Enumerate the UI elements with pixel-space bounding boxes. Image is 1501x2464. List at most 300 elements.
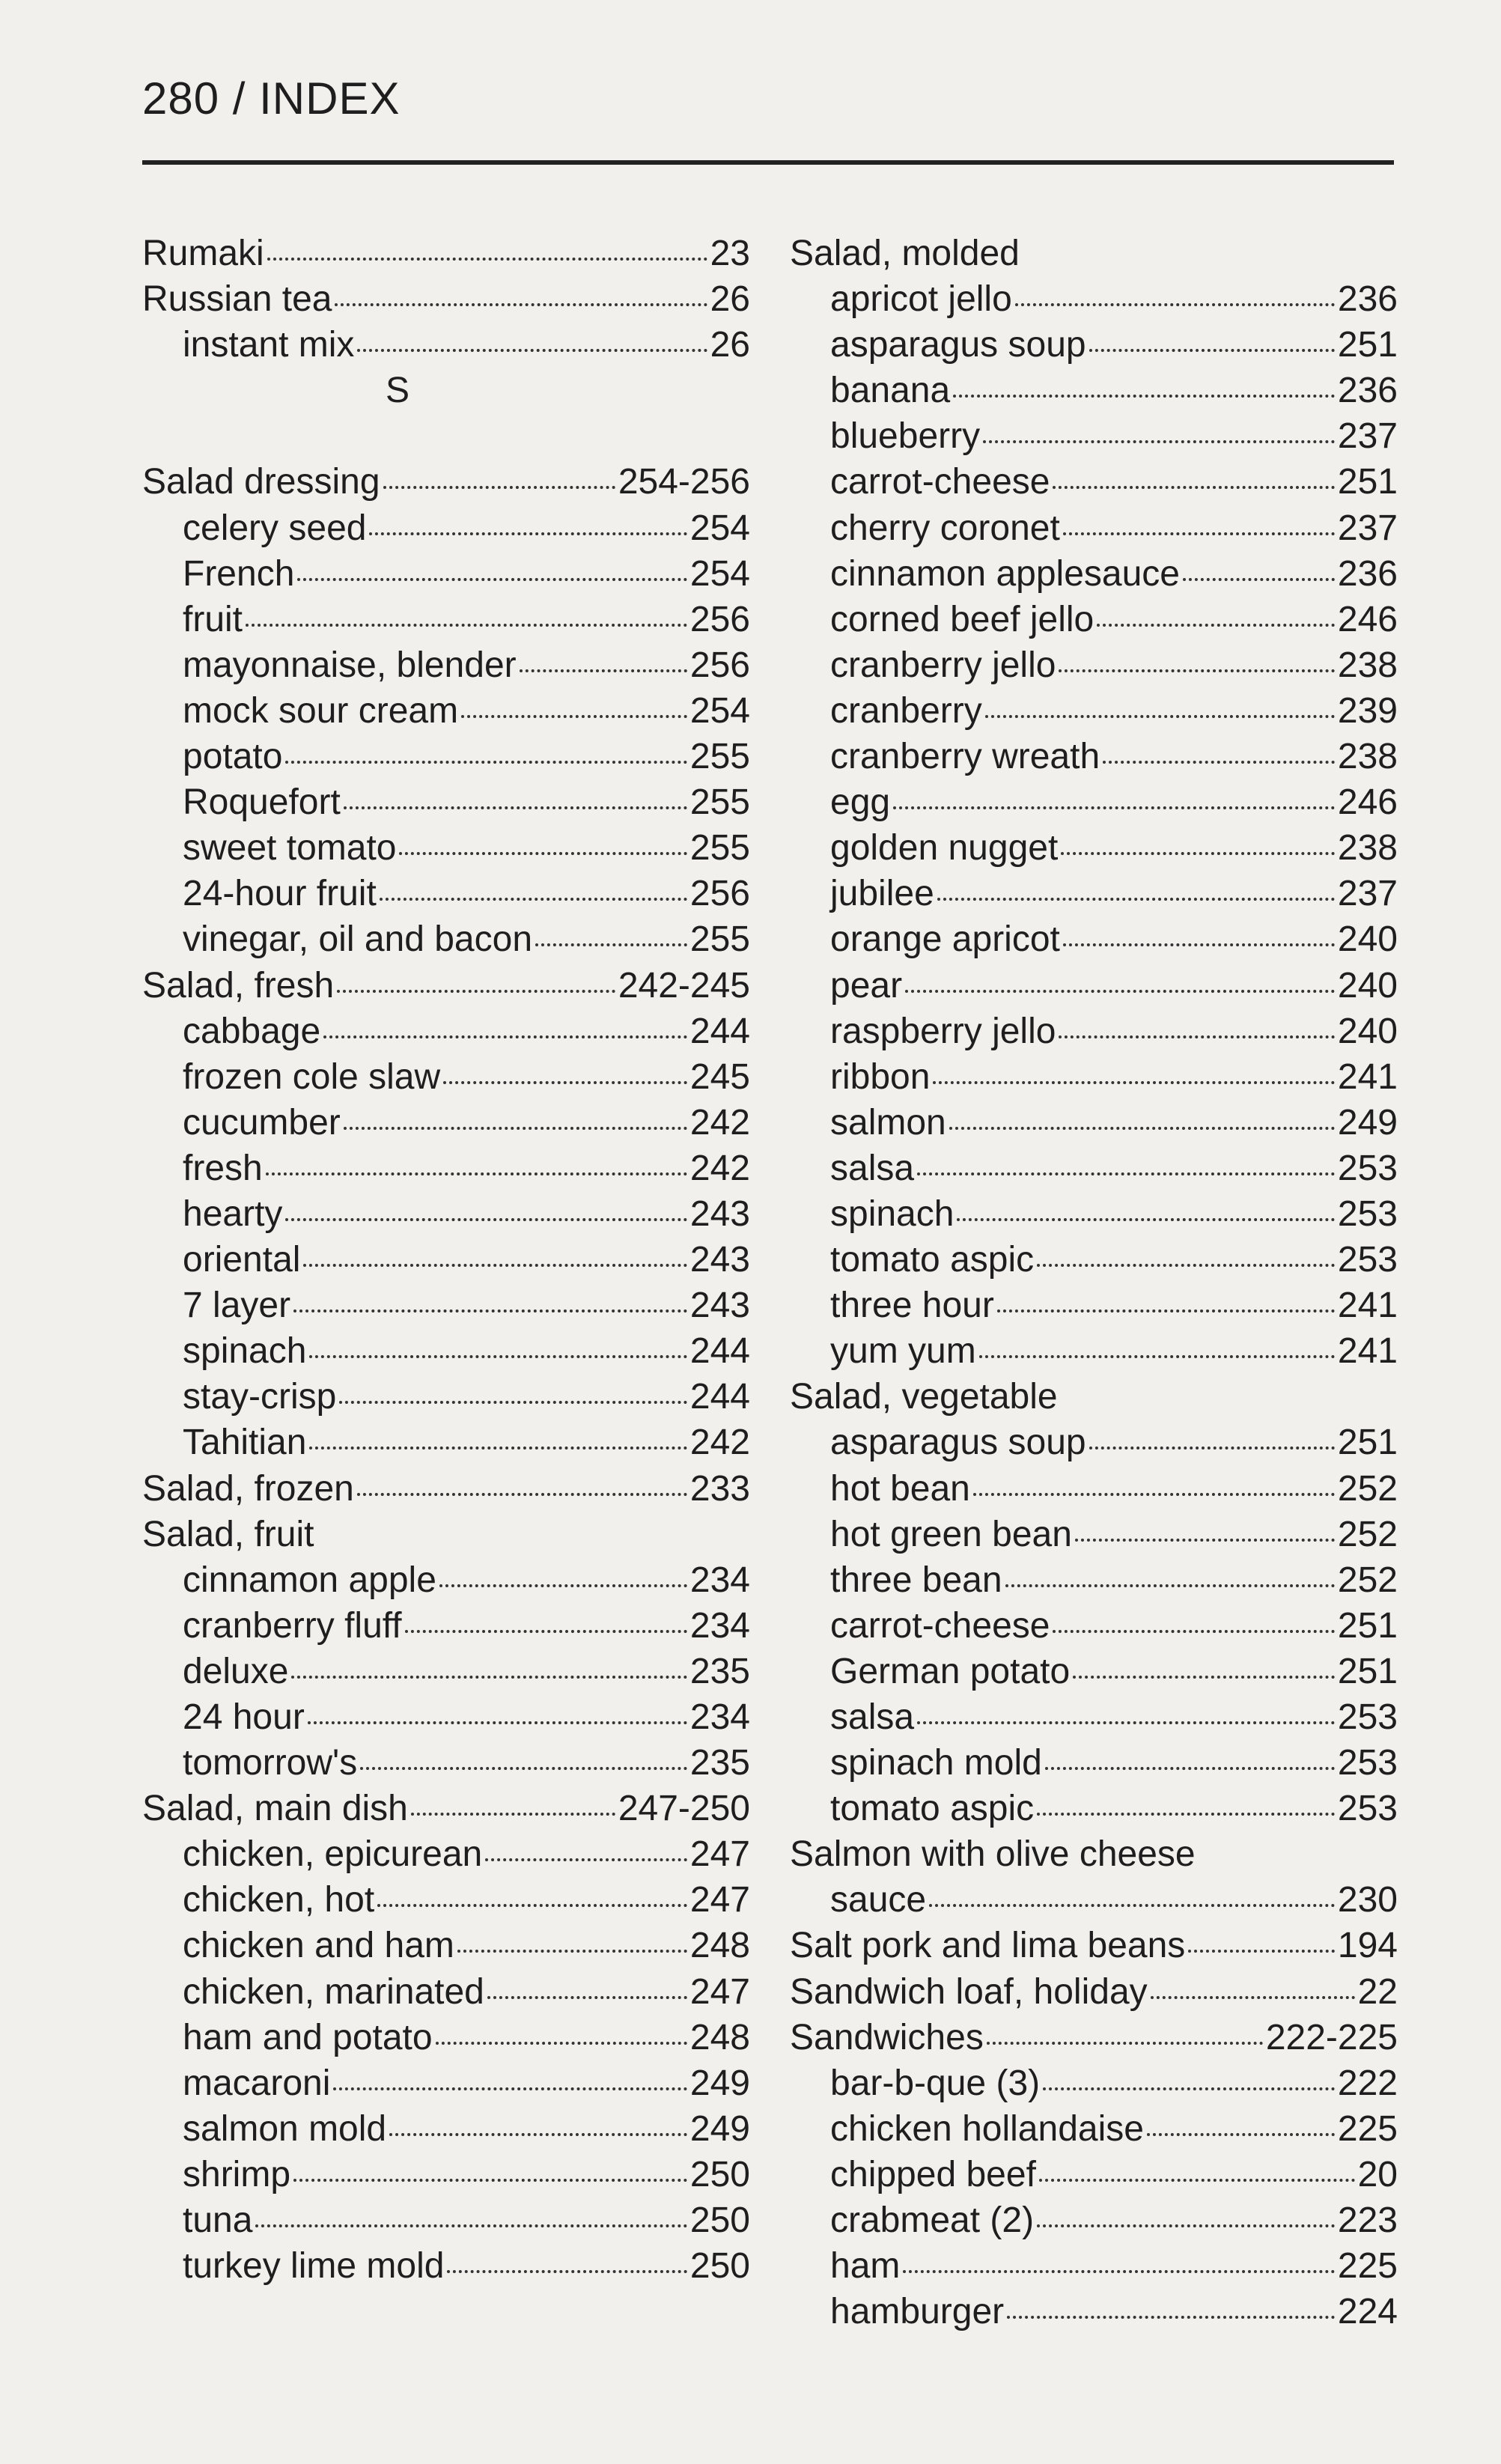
entry-page-number: 255: [689, 737, 750, 777]
index-subentry: [142, 1374, 750, 1420]
dot-leader: [1059, 1035, 1334, 1038]
dot-leader: [1053, 1630, 1334, 1633]
entry-page-number: 253: [1337, 1789, 1398, 1829]
index-subentry: [142, 597, 750, 642]
entry-term: Rumaki: [142, 234, 264, 273]
entry-term: ribbon: [830, 1056, 931, 1097]
index-subentry: [142, 1283, 750, 1328]
entry-term: salmon mold: [183, 2108, 387, 2149]
dot-leader: [266, 1172, 687, 1175]
index-subentry: [790, 1054, 1398, 1100]
entry-page-number: 22: [1357, 1971, 1398, 2012]
index-subentry: [790, 368, 1398, 413]
entry-page-number: 230: [1337, 1880, 1398, 1920]
section-letter: [142, 368, 750, 413]
entry-term: cabbage: [183, 1011, 321, 1051]
entry-page-number: 242: [689, 1148, 750, 1188]
entry-page-number: 253: [1337, 1697, 1398, 1737]
entry-term: chicken, marinated: [183, 1971, 484, 2012]
index-subentry: [790, 551, 1398, 597]
index-subentry: [790, 597, 1398, 642]
entry-term: Salad, main dish: [142, 1789, 408, 1829]
entry-term: raspberry jello: [830, 1011, 1056, 1051]
entry-page-number: 249: [1337, 1102, 1398, 1143]
dot-leader: [357, 1493, 687, 1496]
index-subentry: [142, 2243, 750, 2289]
index-entry: [790, 1374, 1398, 1420]
entry-term: chicken hollandaise: [830, 2108, 1144, 2149]
index-subentry: [790, 1603, 1398, 1649]
entry-term: egg: [830, 782, 891, 823]
dot-leader: [399, 852, 686, 855]
entry-term: golden nugget: [830, 828, 1059, 869]
entry-term: deluxe: [183, 1651, 289, 1691]
index-subentry: [142, 825, 750, 871]
index-subentry: [142, 1649, 750, 1694]
index-entry: [790, 2015, 1398, 2060]
dot-leader: [380, 898, 687, 901]
entry-term: cranberry fluff: [183, 1605, 402, 1646]
index-subentry: [790, 1420, 1398, 1465]
index-subentry: [142, 1009, 750, 1054]
dot-leader: [360, 1767, 687, 1770]
entry-page-number: 236: [1337, 279, 1398, 320]
index-subentry: [790, 276, 1398, 322]
dot-leader: [1039, 2179, 1355, 2182]
dot-leader: [487, 1996, 687, 1999]
entry-page-number: 245: [689, 1056, 750, 1097]
entry-term: shrimp: [183, 2154, 291, 2194]
entry-term: spinach mold: [830, 1743, 1042, 1783]
index-subentry: [790, 459, 1398, 505]
dot-leader: [1045, 1767, 1335, 1770]
entry-term: chipped beef: [830, 2154, 1036, 2194]
entry-page-number: 222-225: [1265, 2017, 1398, 2057]
entry-page-number: 23: [710, 234, 750, 273]
dot-leader: [439, 1584, 687, 1587]
entry-term: German potato: [830, 1651, 1071, 1691]
index-subentry: [790, 1694, 1398, 1740]
entry-term: macaroni: [183, 2063, 331, 2103]
entry-term: tuna: [183, 2200, 253, 2241]
dot-leader: [323, 1035, 687, 1038]
entry-term: blueberry: [830, 416, 981, 457]
entry-term: asparagus soup: [830, 325, 1086, 365]
entry-page-number: 241: [1337, 1331, 1398, 1372]
dot-leader: [1037, 2224, 1335, 2227]
entry-term: spinach: [830, 1193, 955, 1234]
entry-term: banana: [830, 371, 951, 411]
index-subentry: [790, 1328, 1398, 1374]
index-entry: [142, 1466, 750, 1512]
dot-leader: [1061, 852, 1335, 855]
entry-page-number: 250: [689, 2154, 750, 2194]
index-subentry: [790, 1100, 1398, 1146]
index-subentry: [142, 2060, 750, 2106]
entry-term: spinach: [183, 1331, 307, 1372]
entry-term: yum yum: [830, 1331, 976, 1372]
index-subentry: [790, 871, 1398, 916]
entry-page-number: 225: [1337, 2108, 1398, 2149]
entry-term: hamburger: [830, 2292, 1005, 2332]
entry-page-number: 241: [1337, 1286, 1398, 1326]
index-subentry: [142, 551, 750, 597]
entry-term: salsa: [830, 1697, 915, 1737]
entry-page-number: 240: [1337, 1011, 1398, 1051]
dot-leader: [339, 1401, 687, 1404]
entry-page-number: 243: [689, 1193, 750, 1234]
entry-term: 7 layer: [183, 1286, 291, 1326]
index-subentry: [790, 2152, 1398, 2197]
entry-term: turkey lime mold: [183, 2246, 445, 2287]
index-subentry: [142, 1100, 750, 1146]
entry-page-number: 256: [689, 599, 750, 639]
entry-term: frozen cole slaw: [183, 1056, 441, 1097]
entry-page-number: 224: [1337, 2292, 1398, 2332]
entry-page-number: 255: [689, 782, 750, 823]
dot-leader: [308, 1721, 687, 1724]
entry-term: Salmon with olive cheese: [790, 1834, 1196, 1875]
entry-term: Salad, fresh: [142, 965, 335, 1006]
dot-leader: [933, 1081, 1334, 1084]
dot-leader: [255, 2224, 686, 2227]
entry-term: crabmeat (2): [830, 2200, 1035, 2241]
entry-term: cinnamon applesauce: [830, 553, 1180, 594]
entry-term: jubilee: [830, 874, 934, 914]
dot-leader: [291, 1676, 686, 1679]
index-subentry: [790, 825, 1398, 871]
index-subentry: [790, 1146, 1398, 1191]
index-entry: [142, 459, 750, 505]
entry-page-number: 235: [689, 1651, 750, 1691]
entry-term: cranberry jello: [830, 645, 1056, 685]
entry-term: stay-crisp: [183, 1377, 337, 1417]
entry-page-number: 247: [689, 1834, 750, 1875]
entry-page-number: 252: [1337, 1560, 1398, 1600]
dot-leader: [1037, 1264, 1335, 1267]
index-subentry: [142, 1054, 750, 1100]
entry-page-number: 251: [1337, 1651, 1398, 1691]
entry-term: carrot-cheese: [830, 462, 1050, 502]
entry-term: cherry coronet: [830, 508, 1060, 548]
index-subentry: [142, 2197, 750, 2243]
entry-term: Sandwiches: [790, 2017, 984, 2057]
index-subentry: [142, 2106, 750, 2152]
entry-page-number: 238: [1337, 737, 1398, 777]
entry-page-number: 250: [689, 2200, 750, 2241]
index-subentry: [142, 1740, 750, 1786]
dot-leader: [985, 715, 1335, 718]
dot-leader: [485, 1858, 687, 1861]
entry-term: fruit: [183, 599, 243, 639]
entry-term: ham and potato: [183, 2017, 433, 2057]
dot-leader: [383, 486, 615, 489]
index-subentry: [790, 2197, 1398, 2243]
dot-leader: [1037, 1813, 1335, 1816]
dot-leader: [1089, 1447, 1335, 1449]
entry-page-number: 238: [1337, 645, 1398, 685]
index-subentry: [142, 1694, 750, 1740]
index-subentry: [142, 1969, 750, 2015]
dot-leader: [1188, 1950, 1335, 1953]
dot-leader: [447, 2270, 686, 2273]
dot-leader: [411, 1813, 615, 1816]
dot-leader: [937, 898, 1335, 901]
index-subentry: [790, 916, 1398, 962]
entry-term: pear: [830, 965, 903, 1006]
index-subentry: [790, 734, 1398, 779]
index-subentry: [142, 1146, 750, 1191]
index-subentry: [790, 1237, 1398, 1283]
dot-leader: [1075, 1539, 1335, 1542]
dot-leader: [929, 1904, 1335, 1907]
entry-term: tomato aspic: [830, 1240, 1035, 1280]
dot-leader: [293, 2179, 687, 2182]
index-subentry: [142, 1191, 750, 1237]
entry-page-number: 235: [689, 1743, 750, 1783]
dot-leader: [1097, 624, 1335, 627]
entry-term: Salad, fruit: [142, 1514, 314, 1554]
dot-leader: [443, 1081, 687, 1084]
entry-term: Roquefort: [183, 782, 341, 823]
index-subentry: [142, 688, 750, 734]
index-subentry: [790, 322, 1398, 368]
index-subentry: [142, 2015, 750, 2060]
entry-page-number: 222: [1337, 2063, 1398, 2103]
entry-page-number: 253: [1337, 1193, 1398, 1234]
entry-term: 24-hour fruit: [183, 874, 377, 914]
page-header: 280 / INDEX: [142, 73, 401, 124]
entry-page-number: 194: [1337, 1926, 1398, 1966]
entry-term: ham: [830, 2246, 901, 2287]
index-subentry: [790, 1877, 1398, 1923]
index-subentry: [790, 2060, 1398, 2106]
dot-leader: [1063, 943, 1335, 946]
dot-leader: [461, 715, 687, 718]
dot-leader: [1151, 1996, 1355, 1999]
dot-leader: [1007, 2316, 1335, 2319]
index-subentry: [142, 1420, 750, 1465]
dot-leader: [337, 990, 615, 993]
index-subentry: [790, 642, 1398, 688]
index-column-left: [142, 231, 750, 2289]
dot-leader: [997, 1309, 1335, 1312]
dot-leader: [309, 1447, 686, 1449]
entry-term: vinegar, oil and bacon: [183, 919, 533, 960]
entry-term: chicken, epicurean: [183, 1834, 483, 1875]
dot-leader: [309, 1355, 686, 1358]
entry-page-number: 239: [1337, 690, 1398, 731]
entry-page-number: 244: [689, 1331, 750, 1372]
entry-page-number: 242: [689, 1423, 750, 1463]
index-subentry: [790, 1649, 1398, 1694]
entry-page-number: 250: [689, 2246, 750, 2287]
entry-term: potato: [183, 737, 283, 777]
entry-page-number: 242-245: [618, 965, 750, 1006]
entry-term: asparagus soup: [830, 1423, 1086, 1463]
dot-leader: [1043, 2087, 1335, 2090]
entry-page-number: 234: [689, 1560, 750, 1600]
entry-term: fresh: [183, 1148, 263, 1188]
entry-page-number: 236: [1337, 553, 1398, 594]
dot-leader: [1059, 669, 1334, 672]
index-subentry: [790, 688, 1398, 734]
entry-term: Salad, molded: [790, 234, 1020, 273]
entry-page-number: 240: [1337, 965, 1398, 1006]
entry-term: three bean: [830, 1560, 1002, 1600]
dot-leader: [357, 349, 707, 352]
index-subentry: [790, 413, 1398, 459]
entry-term: instant mix: [183, 325, 355, 365]
entry-page-number: 251: [1337, 325, 1398, 365]
entry-page-number: 234: [689, 1697, 750, 1737]
index-subentry: [790, 1283, 1398, 1328]
entry-term: cucumber: [183, 1102, 341, 1143]
entry-term: hot bean: [830, 1468, 970, 1509]
entry-term: tomorrow's: [183, 1743, 358, 1783]
dot-leader: [285, 761, 686, 764]
entry-term: Salad, vegetable: [790, 1377, 1058, 1417]
entry-term: three hour: [830, 1286, 994, 1326]
dot-leader: [335, 303, 707, 306]
entry-page-number: 253: [1337, 1148, 1398, 1188]
entry-page-number: 252: [1337, 1468, 1398, 1509]
index-subentry: [790, 963, 1398, 1009]
entry-page-number: 237: [1337, 416, 1398, 457]
entry-page-number: 251: [1337, 462, 1398, 502]
dot-leader: [436, 2042, 687, 2045]
entry-page-number: 241: [1337, 1056, 1398, 1097]
entry-page-number: 254: [689, 690, 750, 731]
entry-term: salsa: [830, 1148, 915, 1188]
entry-term: apricot jello: [830, 279, 1012, 320]
entry-term: corned beef jello: [830, 599, 1094, 639]
index-subentry: [142, 642, 750, 688]
index-entry: [142, 963, 750, 1009]
index-subentry: [142, 916, 750, 962]
dot-leader: [979, 1355, 1335, 1358]
entry-page-number: 237: [1337, 508, 1398, 548]
entry-term: hot green bean: [830, 1514, 1072, 1554]
entry-page-number: 242: [689, 1102, 750, 1143]
entry-term: Tahitian: [183, 1423, 307, 1463]
dot-leader: [973, 1493, 1335, 1496]
dot-leader: [987, 2042, 1263, 2045]
entry-page-number: 225: [1337, 2246, 1398, 2287]
entry-page-number: 253: [1337, 1743, 1398, 1783]
dot-leader: [1005, 1584, 1335, 1587]
entry-term: oriental: [183, 1240, 301, 1280]
dot-leader: [333, 2087, 686, 2090]
index-entry: [142, 1512, 750, 1557]
dot-leader: [457, 1950, 687, 1953]
entry-page-number: 251: [1337, 1423, 1398, 1463]
index-entry: [142, 231, 750, 276]
dot-leader: [1089, 349, 1335, 352]
dot-leader: [1073, 1676, 1335, 1679]
entry-page-number: 256: [689, 645, 750, 685]
entry-term: Salt pork and lima beans: [790, 1926, 1186, 1966]
entry-page-number: 247-250: [618, 1789, 750, 1829]
index-subentry: [790, 1512, 1398, 1557]
index-spacer: [142, 413, 750, 459]
entry-page-number: 252: [1337, 1514, 1398, 1554]
entry-page-number: 243: [689, 1286, 750, 1326]
index-subentry: [142, 779, 750, 825]
entry-page-number: 247: [689, 1880, 750, 1920]
dot-leader: [903, 2270, 1335, 2273]
dot-leader: [303, 1264, 686, 1267]
entry-page-number: 253: [1337, 1240, 1398, 1280]
index-entry: [142, 276, 750, 322]
index-subentry: [142, 1557, 750, 1603]
entry-term: cinnamon apple: [183, 1560, 436, 1600]
dot-leader: [297, 578, 687, 581]
entry-page-number: 247: [689, 1971, 750, 2012]
dot-leader: [344, 1127, 687, 1130]
dot-leader: [520, 669, 687, 672]
index-subentry: [142, 1237, 750, 1283]
entry-page-number: 248: [689, 2017, 750, 2057]
entry-term: cranberry wreath: [830, 737, 1100, 777]
entry-term: Salad dressing: [142, 462, 380, 502]
index-subentry: [790, 1466, 1398, 1512]
dot-leader: [1063, 532, 1335, 535]
index-subentry: [790, 1009, 1398, 1054]
index-subentry: [142, 2152, 750, 2197]
entry-page-number: 20: [1357, 2154, 1398, 2194]
entry-term: Salad, frozen: [142, 1468, 354, 1509]
index-subentry: [142, 871, 750, 916]
dot-leader: [957, 1218, 1334, 1221]
dot-leader: [535, 943, 687, 946]
entry-term: 24 hour: [183, 1697, 305, 1737]
index-subentry: [790, 1786, 1398, 1831]
index-column-right: [790, 231, 1398, 2334]
index-subentry: [790, 1557, 1398, 1603]
index-entry: [142, 1786, 750, 1831]
entry-term: celery seed: [183, 508, 367, 548]
entry-page-number: 238: [1337, 828, 1398, 869]
entry-page-number: 223: [1337, 2200, 1398, 2241]
index-subentry: [790, 779, 1398, 825]
dot-leader: [285, 1218, 687, 1221]
entry-page-number: 249: [689, 2063, 750, 2103]
entry-page-number: 26: [710, 279, 750, 320]
dot-leader: [953, 395, 1335, 398]
dot-leader: [949, 1127, 1335, 1130]
entry-term: Russian tea: [142, 279, 332, 320]
dot-leader: [405, 1630, 687, 1633]
index-subentry: [142, 1923, 750, 1968]
entry-page-number: 254: [689, 508, 750, 548]
index-subentry: [142, 505, 750, 551]
entry-term: Sandwich loaf, holiday: [790, 1971, 1148, 2012]
entry-page-number: 251: [1337, 1605, 1398, 1646]
dot-leader: [389, 2133, 687, 2136]
index-subentry: [142, 734, 750, 779]
index-subentry: [790, 505, 1398, 551]
index-entry: [790, 1923, 1398, 1968]
entry-page-number: 246: [1337, 599, 1398, 639]
index-subentry: [142, 322, 750, 368]
dot-leader: [369, 532, 686, 535]
dot-leader: [917, 1721, 1335, 1724]
entry-page-number: 234: [689, 1605, 750, 1646]
dot-leader: [1103, 761, 1335, 764]
entry-page-number: 255: [689, 919, 750, 960]
index-subentry: [142, 1877, 750, 1923]
